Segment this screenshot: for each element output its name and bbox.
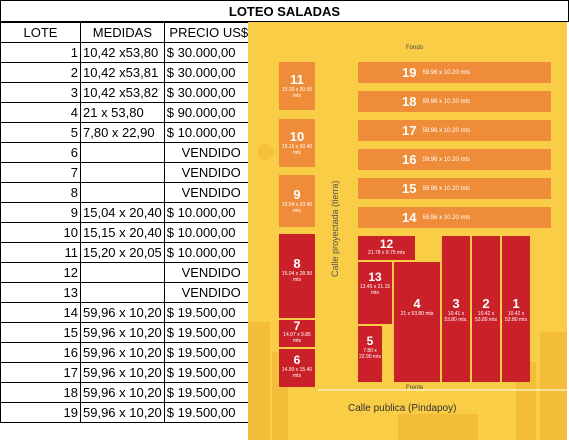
table-row — [1, 83, 254, 103]
lot-dimensions: 13.45 x 21.15 mts — [359, 284, 391, 296]
cell-medidas[interactable]: 10,42 x53,81 — [81, 63, 165, 83]
table-row — [1, 403, 254, 423]
cell-precio[interactable]: $ 10.000,00 — [164, 123, 253, 143]
table-row — [1, 123, 254, 143]
table-row — [1, 163, 254, 183]
lot-3[interactable] — [442, 236, 470, 382]
cell-medidas[interactable]: 15,04 x 20,40 — [81, 203, 165, 223]
cell-medidas[interactable]: 10,42 x53,82 — [81, 83, 165, 103]
cell-precio[interactable]: $ 19.500,00 — [164, 363, 253, 383]
lot-number: 15 — [402, 181, 417, 196]
lot-number: 5 — [366, 334, 374, 348]
cell-medidas[interactable] — [81, 283, 165, 303]
lot-dimensions: 59.96 x 10.20 mts — [422, 185, 471, 192]
table-row — [1, 363, 254, 383]
cell-medidas[interactable]: 21 x 53,80 — [81, 103, 165, 123]
cell-lote[interactable]: 8 — [1, 183, 81, 203]
lot-number: 7 — [293, 319, 301, 333]
cell-precio[interactable]: $ 30.000,00 — [164, 43, 253, 63]
lot-11[interactable] — [279, 62, 315, 110]
table-row — [1, 183, 254, 203]
cell-precio[interactable]: $ 19.500,00 — [164, 383, 253, 403]
header-medidas[interactable]: MEDIDAS — [81, 23, 165, 43]
cell-precio[interactable]: $ 19.500,00 — [164, 343, 253, 363]
cell-medidas[interactable] — [81, 263, 165, 283]
cell-medidas[interactable]: 7,80 x 22,90 — [81, 123, 165, 143]
lot-number: 11 — [290, 72, 304, 87]
lot-number: 12 — [379, 237, 394, 251]
cell-lote[interactable]: 9 — [1, 203, 81, 223]
lot-4[interactable] — [394, 262, 440, 382]
cell-medidas[interactable]: 15,15 x 20,40 — [81, 223, 165, 243]
cell-medidas[interactable]: 10,42 x53,80 — [81, 43, 165, 63]
lot-dimensions: 59.96 x 10.20 mts — [422, 214, 471, 221]
lot-8[interactable] — [279, 234, 315, 318]
lot-dimensions: 10.42 x 53.80 mts — [505, 311, 527, 323]
lot-6[interactable] — [279, 349, 315, 387]
lot-19[interactable] — [358, 62, 551, 83]
cell-medidas[interactable] — [81, 143, 165, 163]
lot-number: 4 — [413, 296, 421, 311]
lot-number: 9 — [293, 187, 301, 202]
table-row — [1, 303, 254, 323]
cell-precio[interactable]: $ 19.500,00 — [164, 403, 253, 423]
table-row — [1, 343, 254, 363]
table-row — [1, 43, 254, 63]
lot-1[interactable] — [502, 236, 530, 382]
cell-lote[interactable]: 16 — [1, 343, 81, 363]
table-row — [1, 323, 254, 343]
lot-7[interactable] — [279, 320, 315, 347]
lot-number: 3 — [452, 296, 460, 311]
lot-dimensions: 7.80 x 22.90 mts — [359, 348, 381, 360]
cell-lote[interactable]: 6 — [1, 143, 81, 163]
cell-medidas[interactable] — [81, 163, 165, 183]
table-row — [1, 243, 254, 263]
cell-precio[interactable]: $ 90.000,00 — [164, 103, 253, 123]
cell-lote[interactable]: 2 — [1, 63, 81, 83]
lot-number: 13 — [368, 270, 382, 284]
cell-lote[interactable]: 13 — [1, 283, 81, 303]
cell-lote[interactable]: 1 — [1, 43, 81, 63]
cell-precio[interactable]: VENDIDO — [164, 263, 253, 283]
lot-dimensions: 14.97 x 9.85 mts — [283, 332, 311, 344]
lot-15[interactable] — [358, 178, 551, 199]
lot-18[interactable] — [358, 91, 551, 112]
lot-dimensions: 59.96 x 10.20 mts — [422, 69, 471, 76]
lot-dimensions: 10.42 x 53.80 mts — [475, 311, 497, 323]
lot-14[interactable] — [358, 207, 551, 228]
cell-precio[interactable]: $ 30.000,00 — [164, 83, 253, 103]
table-row — [1, 143, 254, 163]
cell-lote[interactable]: 11 — [1, 243, 81, 263]
cell-lote[interactable]: 12 — [1, 263, 81, 283]
table-row — [1, 383, 254, 403]
table-header-row — [1, 23, 254, 43]
lot-number: 8 — [293, 256, 301, 271]
lot-5[interactable] — [358, 326, 382, 382]
cell-medidas[interactable]: 59,96 x 10,20 — [81, 363, 165, 383]
cell-precio[interactable]: $ 19.500,00 — [164, 303, 253, 323]
calle-frente-label: Calle publica (Pindapoy) — [348, 403, 457, 414]
lot-dimensions: 15.04 x 20.40 mts — [281, 202, 313, 214]
lot-dimensions: 15.20 x 20.05 mts — [281, 87, 313, 99]
lot-dimensions: 59.96 x 10.20 mts — [422, 156, 471, 163]
cell-medidas[interactable]: 59,96 x 10,20 — [81, 403, 165, 423]
cell-lote[interactable]: 17 — [1, 363, 81, 383]
cell-lote[interactable]: 18 — [1, 383, 81, 403]
cell-medidas[interactable]: 59,96 x 10,20 — [81, 323, 165, 343]
cell-medidas[interactable]: 59,96 x 10,20 — [81, 303, 165, 323]
table-row — [1, 223, 254, 243]
cell-precio[interactable]: $ 30.000,00 — [164, 63, 253, 83]
frente-label: Frente — [406, 385, 424, 391]
lot-dimensions: 15.04 x 28.90 mts — [281, 271, 313, 283]
lot-16[interactable] — [358, 149, 551, 170]
cell-precio[interactable]: $ 10.000,00 — [164, 203, 253, 223]
table-row — [1, 203, 254, 223]
lot-dimensions: 59.96 x 10.20 mts — [422, 127, 471, 134]
calle-lateral-label: Calle proyectada (tierra) — [330, 180, 340, 277]
table-row — [1, 63, 254, 83]
cell-lote[interactable]: 5 — [1, 123, 81, 143]
lot-12[interactable] — [358, 236, 415, 260]
cell-medidas[interactable]: 59,96 x 10,20 — [81, 343, 165, 363]
lot-number: 10 — [289, 129, 305, 144]
cell-lote[interactable]: 4 — [1, 103, 81, 123]
table-row — [1, 263, 254, 283]
cell-precio[interactable]: $ 19.500,00 — [164, 323, 253, 343]
cell-precio[interactable]: $ 10.000,00 — [164, 243, 253, 263]
cell-medidas[interactable]: 59,96 x 10,20 — [81, 383, 165, 403]
cell-lote[interactable]: 15 — [1, 323, 81, 343]
cell-lote[interactable]: 7 — [1, 163, 81, 183]
lot-13[interactable] — [358, 262, 392, 324]
lots-table — [0, 22, 254, 423]
lot-dimensions: 10.41 x 53.80 mts. — [444, 311, 468, 323]
cell-medidas[interactable] — [81, 183, 165, 203]
cell-precio[interactable]: VENDIDO — [164, 283, 253, 303]
sheet-title: LOTEO SALADAS — [0, 0, 569, 22]
cell-lote[interactable]: 3 — [1, 83, 81, 103]
cell-lote[interactable]: 19 — [1, 403, 81, 423]
cell-lote[interactable]: 14 — [1, 303, 81, 323]
fondo-label: Fondo — [406, 45, 424, 51]
lot-number: 18 — [402, 94, 417, 109]
lot-number: 16 — [402, 152, 417, 167]
lot-dimensions: 14.90 x 15.40 mts — [281, 367, 313, 379]
lot-2[interactable] — [472, 236, 500, 382]
cell-precio[interactable]: VENDIDO — [164, 183, 253, 203]
cell-precio[interactable]: VENDIDO — [164, 143, 253, 163]
lot-plan-image — [248, 22, 567, 440]
lot-9[interactable] — [279, 175, 315, 227]
lot-dimensions: 15.15 x 20.40 mts — [281, 144, 313, 156]
lot-number: 14 — [402, 210, 417, 225]
lot-number: 2 — [482, 296, 490, 311]
lot-number: 6 — [293, 353, 301, 367]
lot-number: 1 — [512, 296, 520, 311]
lot-number: 17 — [402, 123, 417, 138]
lot-number: 19 — [402, 65, 417, 80]
table-row — [1, 283, 254, 303]
cell-precio[interactable]: $ 10.000,00 — [164, 223, 253, 243]
table-row — [1, 103, 254, 123]
cell-precio[interactable]: VENDIDO — [164, 163, 253, 183]
lot-dimensions: 21 x 53.80 mts — [400, 311, 434, 317]
lot-10[interactable] — [279, 119, 315, 167]
cell-lote[interactable]: 10 — [1, 223, 81, 243]
cell-medidas[interactable]: 15,20 x 20,05 — [81, 243, 165, 263]
header-precio[interactable]: PRECIO US$ — [164, 23, 253, 43]
lot-dimensions: 59.96 x 10.20 mts — [422, 98, 471, 105]
header-lote[interactable]: LOTE — [1, 23, 81, 43]
lot-dimensions: 21.78 x 9.75 mts — [368, 250, 405, 256]
lot-17[interactable] — [358, 120, 551, 141]
